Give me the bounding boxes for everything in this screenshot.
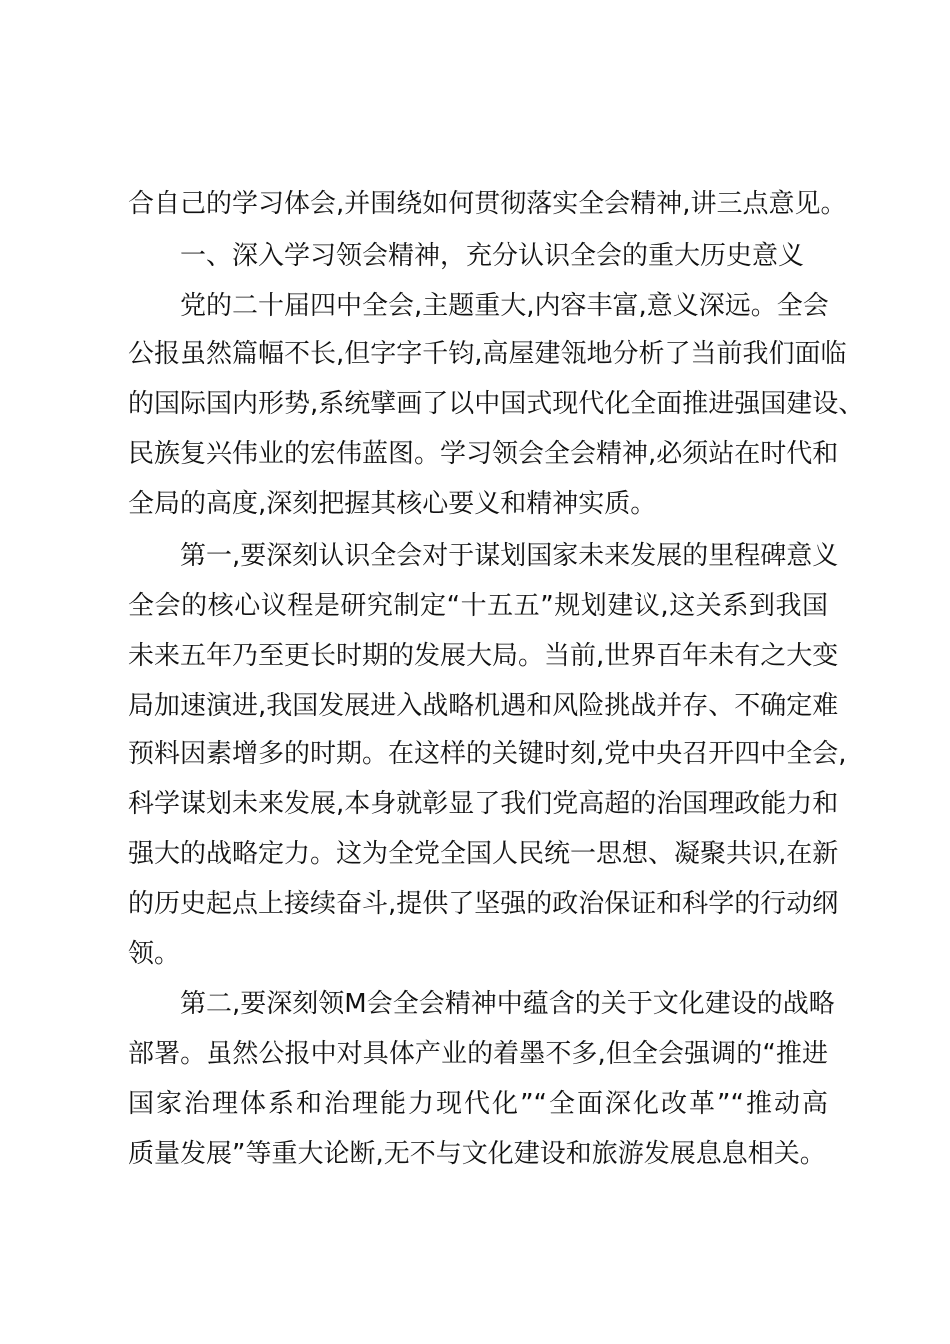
text-line-20: 质量发展”等重大论断,无不与文化建设和旅游发展息息相关。	[128, 1139, 826, 1169]
text-line-16: 领。	[128, 939, 181, 969]
text-line-12: 预料因素增多的时期。在这样的关键时刻,党中央召开四中全会,	[128, 739, 847, 769]
text-line-6: 民族复兴伟业的宏伟蓝图。学习领会全会精神,必须站在时代和	[128, 439, 839, 469]
text-line-9: 全会的核心议程是研究制定“十五五”规划建议,这关系到我国	[128, 591, 828, 621]
text-line-4: 公报虽然篇幅不长,但字字千钧,高屋建瓴地分析了当前我们面临	[128, 339, 847, 369]
subheading-1: 第一,要深刻认识全会对于谋划国家未来发展的里程碑意义	[180, 541, 839, 571]
text-line-3: 党的二十届四中全会,主题重大,内容丰富,意义深远。全会	[180, 291, 829, 321]
text-line-18: 部署。虽然公报中对具体产业的着墨不多,但全会强调的“推进	[128, 1039, 828, 1069]
section-heading: 一、深入学习领会精神，充分认识全会的重大历史意义	[180, 241, 805, 271]
text-line-5: 的国际国内形势,系统擘画了以中国式现代化全面推进强国建设、	[128, 389, 865, 419]
text-line-13: 科学谋划未来发展,本身就彰显了我们党高超的治国理政能力和	[128, 789, 839, 819]
text-line-10: 未来五年乃至更长时期的发展大局。当前,世界百年未有之大变	[128, 641, 839, 671]
text-line-7: 全局的高度,深刻把握其核心要义和精神实质。	[128, 489, 657, 519]
text-line-15: 的历史起点上接续奋斗,提供了坚强的政治保证和科学的行动纲	[128, 889, 839, 919]
subheading-2: 第二,要深刻领M会全会精神中蕴含的关于文化建设的战略	[180, 989, 835, 1019]
text-line-19: 国家治理体系和治理能力现代化”“全面深化改革”“推动高	[128, 1089, 828, 1119]
text-line-1: 合自己的学习体会,并围绕如何贯彻落实全会精神,讲三点意见。	[128, 189, 847, 219]
text-line-14: 强大的战略定力。这为全党全国人民统一思想、凝聚共识,在新	[128, 839, 839, 869]
text-line-11: 局加速演进,我国发展进入战略机遇和风险挑战并存、不确定难	[128, 691, 839, 721]
